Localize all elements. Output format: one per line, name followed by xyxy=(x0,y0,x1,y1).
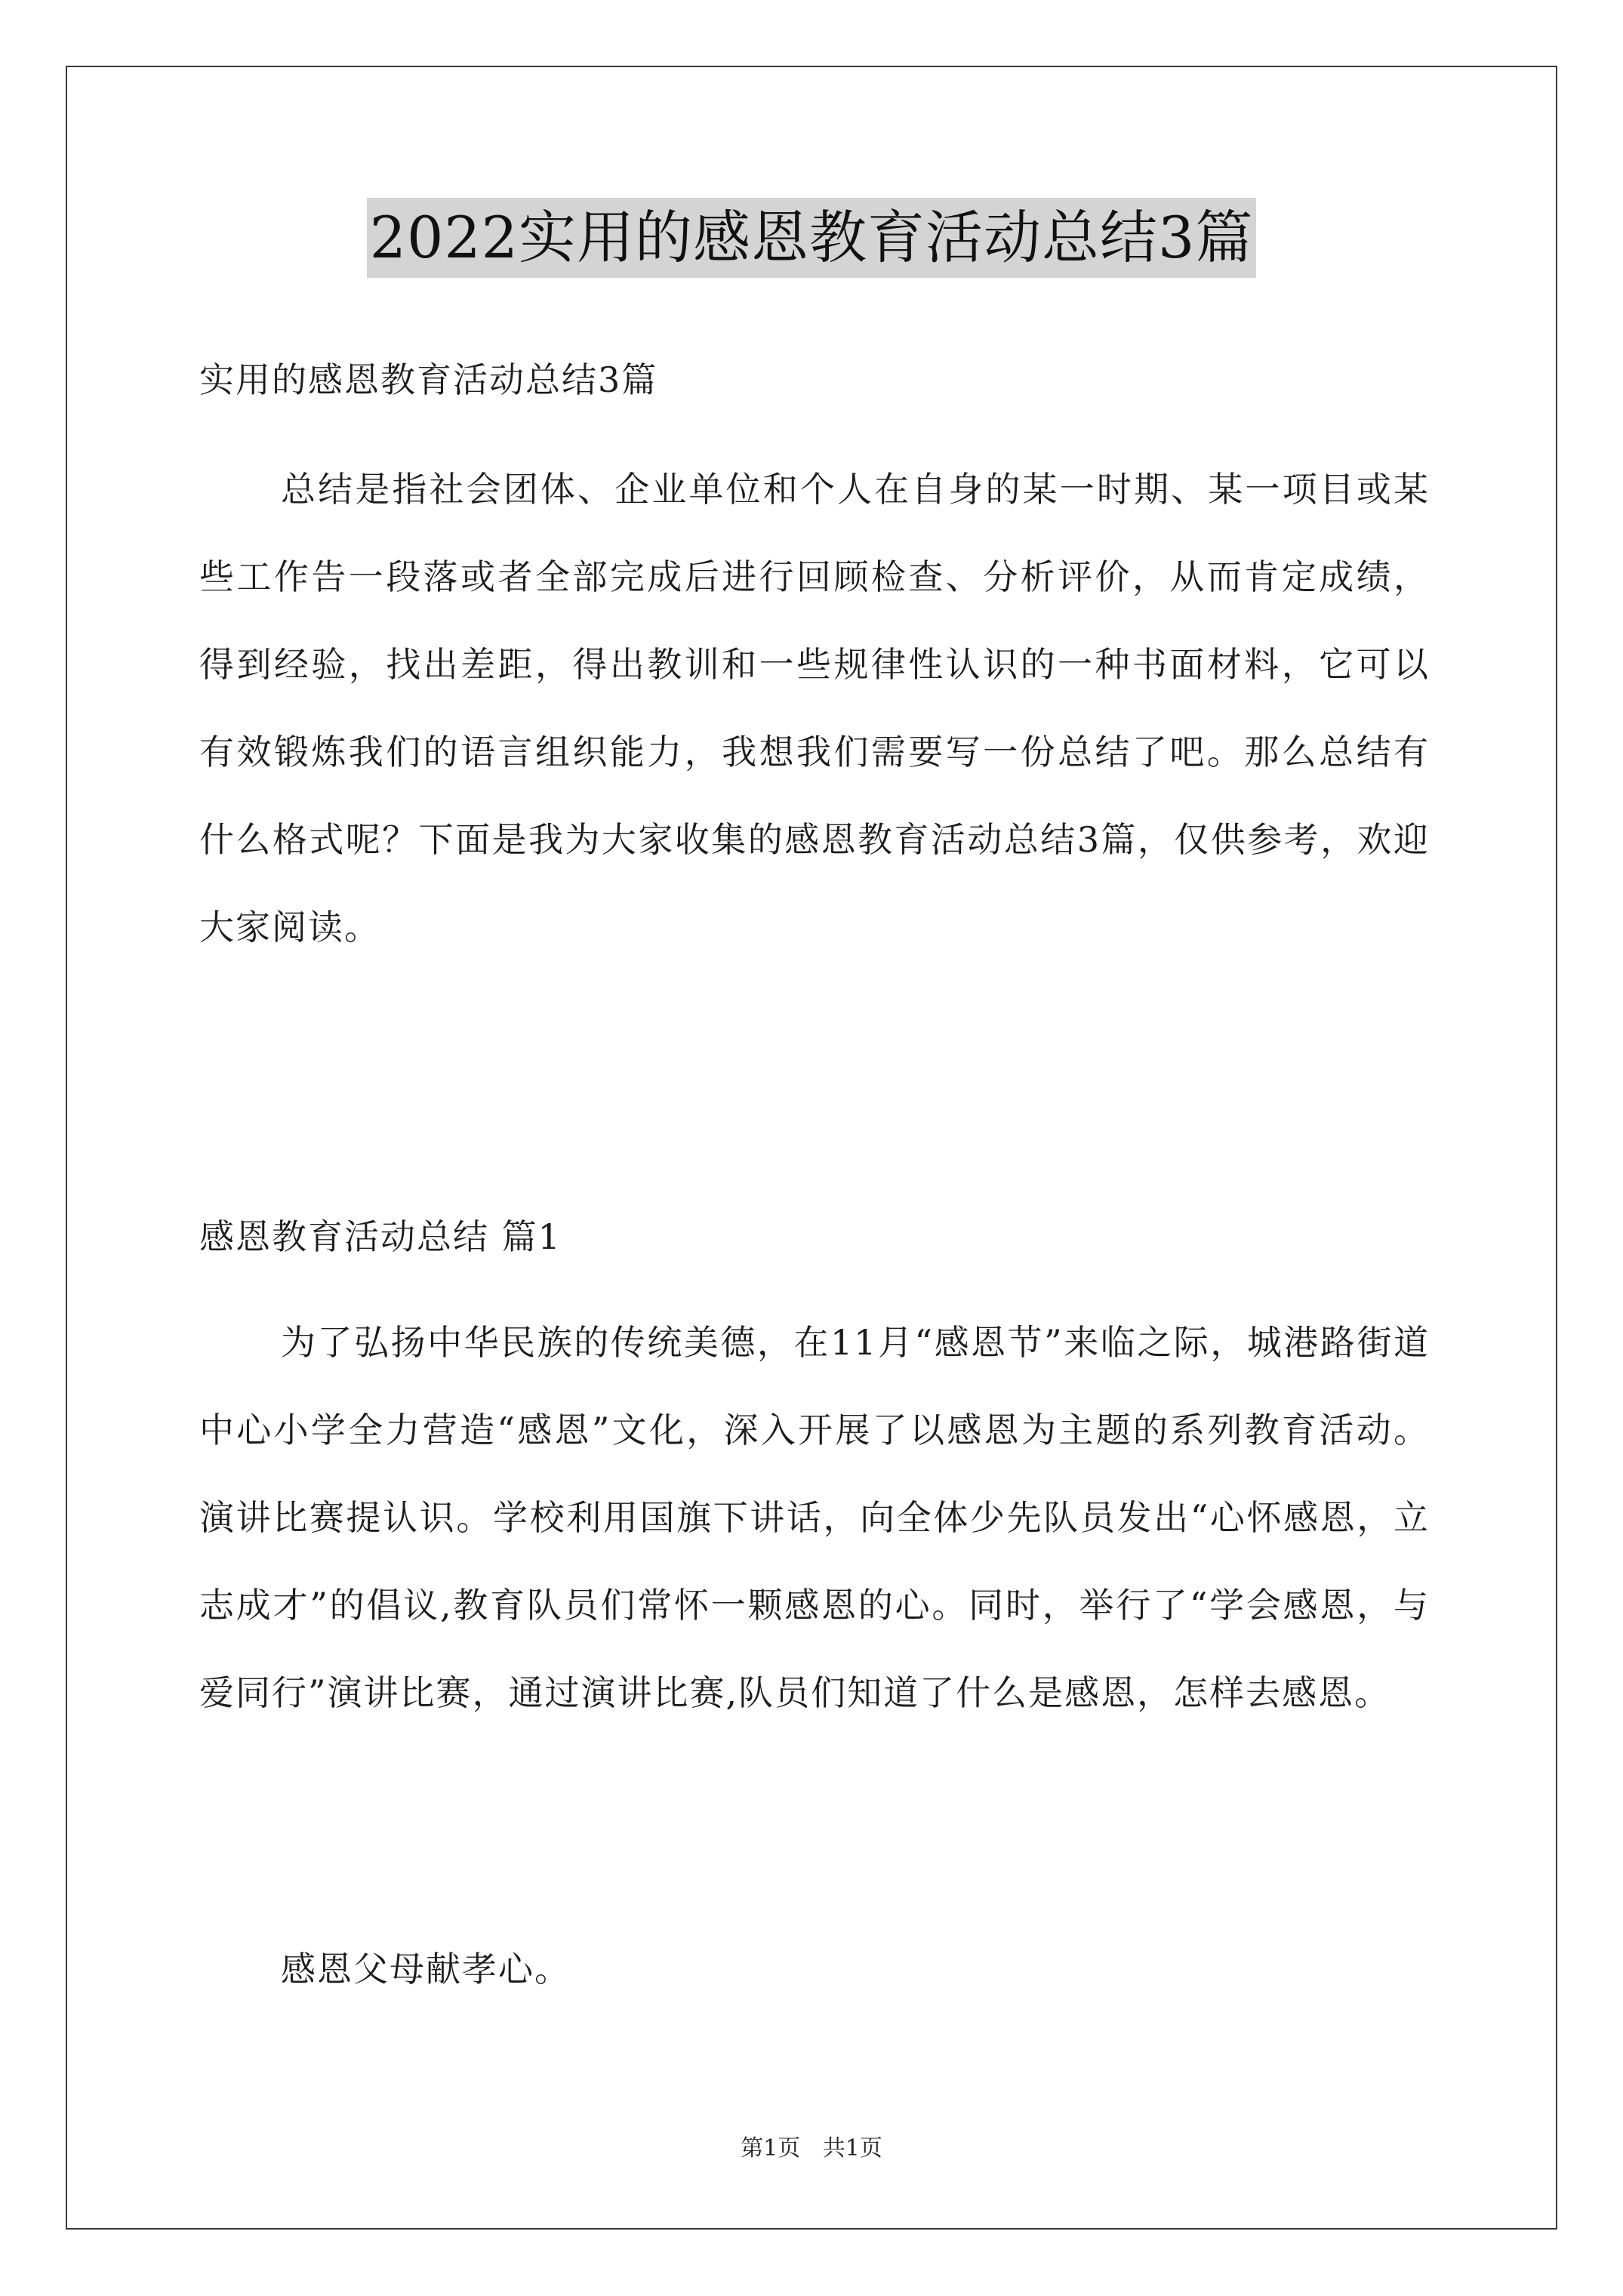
page-total: 共1页 xyxy=(822,2135,882,2162)
section-heading: 感恩教育活动总结 篇1 xyxy=(199,1216,562,1257)
document-subtitle: 实用的感恩教育活动总结3篇 xyxy=(199,359,658,400)
section-paragraph: 为了弘扬中华民族的传统美德，在11月“感恩节”来临之际，城港路街道中心小学全力营造“感恩”文化，深入开展了以感恩为主题的系列教育活动。 演讲比赛提认识。学校利用国旗下讲话，向全体少先队员发出“心怀感恩，立志成才”的倡议,教育队员们常怀一颗感恩的心。同时，举行了“学会感恩，与爱同行”演讲比赛，通过演讲比赛,队员们知道了什么是感恩，怎样去感恩。 xyxy=(199,1322,1430,1713)
sub-item: 感恩父母献孝心。 xyxy=(281,1949,571,1989)
intro-paragraph: 总结是指社会团体、企业单位和个人在自身的某一时期、某一项目或某些工作告一段落或者全部完成后进行回顾检查、分析评价，从而肯定成绩，得到经验，找出差距，得出教训和一些规律性认识的一种书面材料，它可以有效锻炼我们的语言组织能力，我想我们需要写一份总结了吧。那么总结有什么格式呢？下面是我为大家收集的感恩教育活动总结3篇，仅供参考，欢迎大家阅读。 xyxy=(199,469,1430,948)
page-number: 第1页 xyxy=(741,2135,801,2162)
title-container xyxy=(0,198,1623,278)
document-title: 2022实用的感恩教育活动总结3篇 xyxy=(367,198,1257,278)
page-footer xyxy=(0,2134,1623,2164)
